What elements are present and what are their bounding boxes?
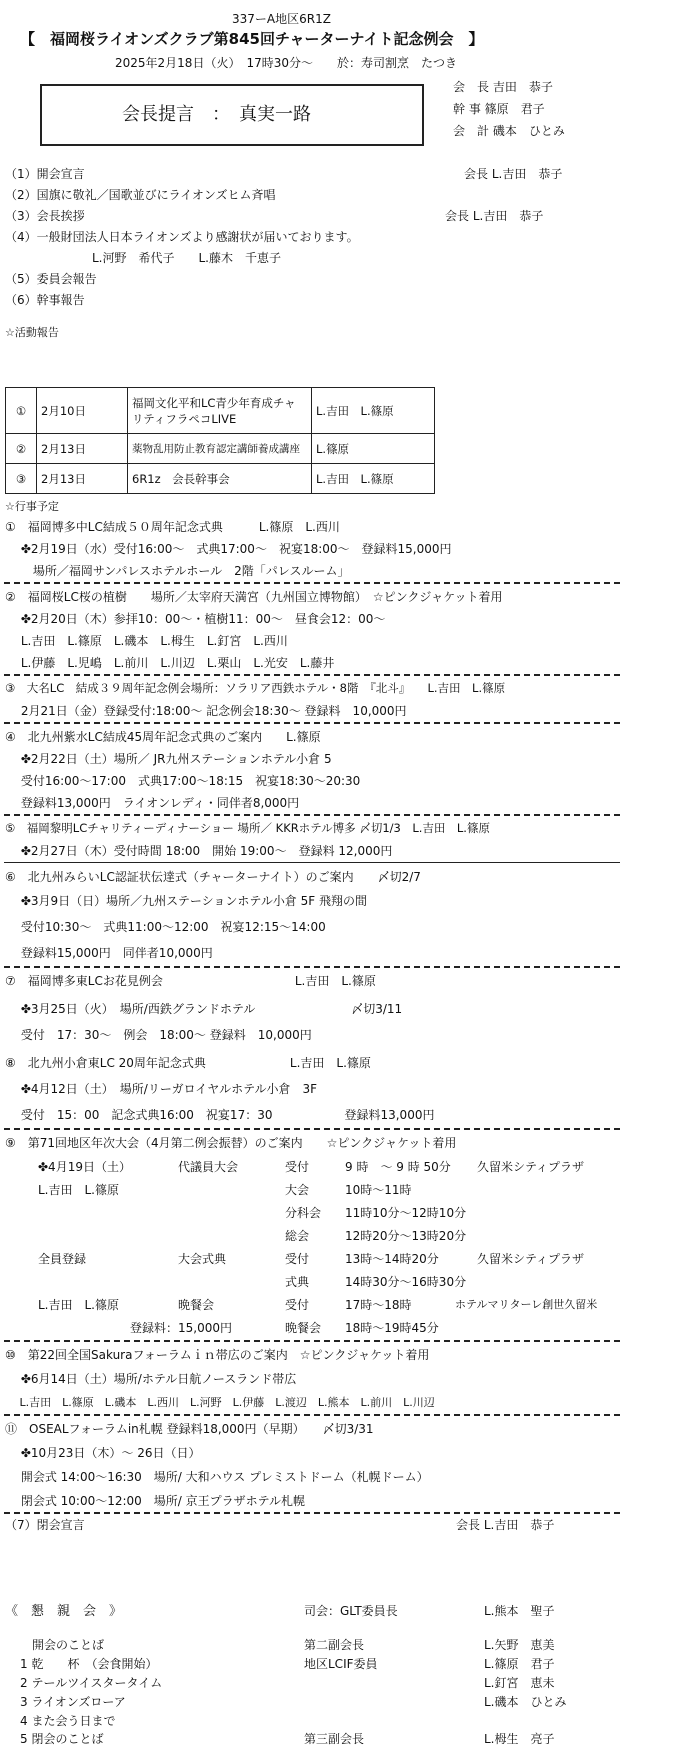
event-9-row: 式典 <box>285 1275 310 1289</box>
event-9-row: 登録料：15,000円 <box>130 1321 232 1335</box>
event-1-line: 場所／福岡サンパレスホテルホール 2階「パレスルーム」 <box>5 564 350 578</box>
agenda-1-right: 会長 L.吉田 恭子 <box>464 167 563 181</box>
schedule-heading: ☆行事予定 <box>5 500 59 513</box>
officer-secretary: 幹 事 篠原 君子 <box>453 102 545 116</box>
activity-no: ① <box>6 388 37 434</box>
event-10-line: L.吉田 L.篠原 L.磯本 L.西川 L.河野 L.伊藤 L.渡辺 L.熊本 L.前川 L.川辺 <box>5 1396 435 1409</box>
event-9-row: 13時〜14時20分 <box>345 1252 439 1266</box>
event-7-line: ✤3月25日（火） 場所/西鉄グランドホテル 〆切3/11 <box>5 1002 403 1016</box>
divider <box>4 582 620 584</box>
divider <box>4 1512 620 1514</box>
event-9-row: ✤4月19日（土） <box>38 1160 131 1174</box>
agenda-3-right: 会長 L.吉田 恭子 <box>445 209 544 223</box>
event-11-line: 開会式 14:00〜16:30 場所/ 大和ハウス プレミストドーム（札幌ドーム） <box>5 1470 429 1484</box>
event-11-line: 閉会式 10:00〜12:00 場所/ 京王プラザホテル札幌 <box>5 1494 306 1508</box>
event-2-line: ✤2月20日（木）参拝10：00〜・植樹11：00〜 昼食会12：00〜 <box>5 612 386 626</box>
event-9-row: 久留米シティプラザ <box>477 1252 585 1266</box>
event-9-row: 14時30分〜16時30分 <box>345 1275 467 1289</box>
activity-event: 6R1z 会長幹事会 <box>128 464 312 494</box>
divider <box>4 674 620 676</box>
event-11-title: ⑪ OSEALフォーラムin札幌 登録料18,000円（早期） 〆切3/31 <box>5 1422 374 1436</box>
district-code: 337ーA地区6R1Z <box>232 12 331 26</box>
event-1-title: ① 福岡博多中LC結成５０周年記念式典 L.篠原 L.西川 <box>5 520 340 534</box>
divider <box>4 814 620 816</box>
event-9-row: 受付 <box>285 1160 310 1174</box>
event-3-line: 2月21日（金）登録受付:18:00〜 記念例会18:30〜 登録料 10,000円 <box>5 704 407 718</box>
event-4-line: ✤2月22日（土）場所／ JR九州ステーションホテル小倉 5 <box>5 752 332 766</box>
event-4-line: 受付16:00〜17:00 式典17:00〜18:15 祝宴18:30〜20:30 <box>5 774 361 788</box>
activity-date: 2月13日 <box>37 464 128 494</box>
event-4-line: 登録料13,000円 ライオンレディ・同伴者8,000円 <box>5 796 300 810</box>
event-9-row: L.吉田 L.篠原 <box>38 1183 120 1197</box>
event-1-line: ✤2月19日（水）受付16:00〜 式典17:00〜 祝宴18:00〜 登録料15,000円 <box>5 542 452 556</box>
social-name: L.磯本 ひとみ <box>484 1695 567 1709</box>
president-motto-box <box>40 84 424 146</box>
table-row <box>6 464 435 494</box>
event-6-line: 受付10:30〜 式典11:00〜12:00 祝宴12:15〜14:00 <box>5 920 326 934</box>
event-6-title: ⑥ 北九州みらいLC認証状伝達式（チャーターナイト）のご案内 〆切2/7 <box>5 870 421 884</box>
activity-no: ③ <box>6 464 37 494</box>
social-title: 《 懇 親 会 》 <box>5 1604 123 1619</box>
social-item: 開会のことば <box>32 1638 105 1652</box>
activity-members: L.吉田 L.篠原 <box>312 464 435 494</box>
event-9-title: ⑨ 第71回地区年次大会（4月第二例会振替）のご案内 ☆ピンクジャケット着用 <box>5 1136 457 1150</box>
event-9-row: 10時〜11時 <box>345 1183 412 1197</box>
event-8-line: ✤4月12日（土） 場所/リーガロイヤルホテル小倉 3F <box>5 1082 318 1096</box>
event-9-row: 12時20分〜13時20分 <box>345 1229 467 1243</box>
divider <box>4 862 620 863</box>
event-6-line: ✤3月9日（日）場所／九州ステーションホテル小倉 5F 飛翔の間 <box>5 894 367 908</box>
event-2-line: L.吉田 L.篠原 L.磯本 L.栂生 L.釘宮 L.西川 <box>5 634 288 648</box>
event-8-title: ⑧ 北九州小倉東LC 20周年記念式典 L.吉田 L.篠原 <box>5 1056 371 1070</box>
event-9-row: 全員登録 <box>38 1252 87 1266</box>
social-item: 2 テールツイスタータイム <box>20 1676 163 1690</box>
divider <box>4 722 620 724</box>
page-title: 【 福岡桜ライオンズクラブ第845回チャーターナイト記念例会 】 <box>20 30 484 48</box>
event-9-row: 分科会 <box>285 1206 322 1220</box>
activity-date: 2月10日 <box>37 388 128 434</box>
event-9-row: 受付 <box>285 1298 310 1312</box>
agenda-3: （3）会長挨拶 <box>5 209 85 223</box>
event-5-line: ✤2月27日（木）受付時間 18:00 開始 19:00〜 登録料 12,000円 <box>5 844 393 858</box>
event-9-row: 11時10分〜12時10分 <box>345 1206 467 1220</box>
activity-no: ② <box>6 434 37 464</box>
activity-event: 福岡文化平和LC青少年育成チャリティフラペコLIVE <box>128 388 312 434</box>
event-4-title: ④ 北九州紫水LC結成45周年記念式典のご案内 L.篠原 <box>5 730 321 744</box>
event-3-title: ③ 大名LC 結成３９周年記念例会場所：ソラリア西鉄ホテル・8階 『北斗』 L.吉田 L.篠原 <box>5 681 506 695</box>
activity-heading: ☆活動報告 <box>5 326 59 339</box>
event-2-line: L.伊藤 L.児嶋 L.前川 L.川辺 L.栗山 L.光安 L.藤井 <box>5 656 335 670</box>
event-9-row: 大会 <box>285 1183 310 1197</box>
social-name: L.栂生 亮子 <box>484 1732 555 1746</box>
event-10-title: ⑩ 第22回全国Sakuraフォーラムｉｎ帯広のご案内 ☆ピンクジャケット着用 <box>5 1348 430 1362</box>
event-7-line: 受付 17：30〜 例会 18:00〜 登録料 10,000円 <box>5 1028 312 1042</box>
event-11-line: ✤10月23日（木）〜 26日（日） <box>5 1446 201 1460</box>
event-9-row: 晩餐会 <box>178 1298 215 1312</box>
social-name: L.篠原 君子 <box>484 1657 555 1671</box>
activity-event: 薬物乱用防止教育認定講師養成講座 <box>128 434 312 464</box>
event-9-row: 大会式典 <box>178 1252 227 1266</box>
agenda-1: （1）開会宣言 <box>5 167 85 181</box>
social-item: 4 また会う日まで <box>20 1714 116 1728</box>
event-5-title: ⑤ 福岡黎明LCチャリティーディナーショー 場所／ KKRホテル博多 〆切1/3 L.吉田 L.篠原 <box>5 821 490 835</box>
table-row <box>6 388 435 434</box>
event-9-row: 9 時 〜 9 時 50分 <box>345 1160 451 1174</box>
divider <box>4 966 620 968</box>
agenda-2: （2）国旗に敬礼／国歌並びにライオンズヒム斉唱 <box>5 188 276 202</box>
event-9-row: 総会 <box>285 1229 310 1243</box>
event-9-row: ホテルマリターレ創世久留米 <box>455 1298 598 1311</box>
social-mc-name: L.熊本 聖子 <box>484 1604 555 1618</box>
event-6-line: 登録料15,000円 同伴者10,000円 <box>5 946 213 960</box>
event-9-row: 晩餐会 <box>285 1321 322 1335</box>
activity-table <box>5 387 435 494</box>
event-10-line: ✤6月14日（土）場所/ホテル日航ノースランド帯広 <box>5 1372 297 1386</box>
divider <box>4 1128 620 1130</box>
event-9-row: 17時〜18時 <box>345 1298 412 1312</box>
social-item-closing: 5 閉会のことば <box>20 1732 104 1746</box>
date-line: 2025年2月18日（火） 17時30分〜 於：寿司割烹 たつき <box>115 56 457 70</box>
agenda-5: （5）委員会報告 <box>5 272 97 286</box>
social-mc-role: 司会：GLT委員長 <box>304 1604 398 1618</box>
activity-members: L.篠原 <box>312 434 435 464</box>
divider <box>4 1414 620 1416</box>
president-motto: 会長提言 ： 真実一路 <box>122 104 311 125</box>
social-item: 3 ライオンズローア <box>20 1695 126 1709</box>
social-role: 第二副会長 <box>304 1638 365 1652</box>
activity-members: L.吉田 L.篠原 <box>312 388 435 434</box>
event-8-line: 受付 15：00 記念式典16:00 祝宴17：30 登録料13,000円 <box>5 1108 435 1122</box>
table-row <box>6 434 435 464</box>
social-item: 1 乾 杯 （会食開始） <box>20 1657 158 1671</box>
event-9-row: 18時〜19時45分 <box>345 1321 439 1335</box>
agenda-7: （7）閉会宣言 <box>5 1518 85 1532</box>
activity-date: 2月13日 <box>37 434 128 464</box>
social-name: L.釘宮 恵未 <box>484 1676 555 1690</box>
event-9-row: 久留米シティプラザ <box>477 1160 585 1174</box>
event-9-row: 受付 <box>285 1252 310 1266</box>
event-2-title: ② 福岡桜LC桜の植樹 場所／太宰府天満宮（九州国立博物館） ☆ピンクジャケット着用 <box>5 590 503 604</box>
divider <box>4 1340 620 1342</box>
event-7-title: ⑦ 福岡博多東LCお花見例会 L.吉田 L.篠原 <box>5 974 376 988</box>
social-name: L.矢野 恵美 <box>484 1638 555 1652</box>
agenda-4-names: L.河野 希代子 L.藤木 千恵子 <box>92 251 282 265</box>
social-role: 第三副会長 <box>304 1732 365 1746</box>
officer-president: 会 長 吉田 恭子 <box>453 80 553 94</box>
agenda-7-right: 会長 L.吉田 恭子 <box>456 1518 555 1532</box>
agenda-4: （4）一般財団法人日本ライオンズより感謝状が届いております。 <box>5 230 359 244</box>
officer-treasurer: 会 計 磯本 ひとみ <box>453 124 565 138</box>
event-9-row: 代議員大会 <box>178 1160 239 1174</box>
agenda-6: （6）幹事報告 <box>5 293 85 307</box>
social-role: 地区LCIF委員 <box>304 1657 378 1671</box>
event-9-row: L.吉田 L.篠原 <box>38 1298 120 1312</box>
